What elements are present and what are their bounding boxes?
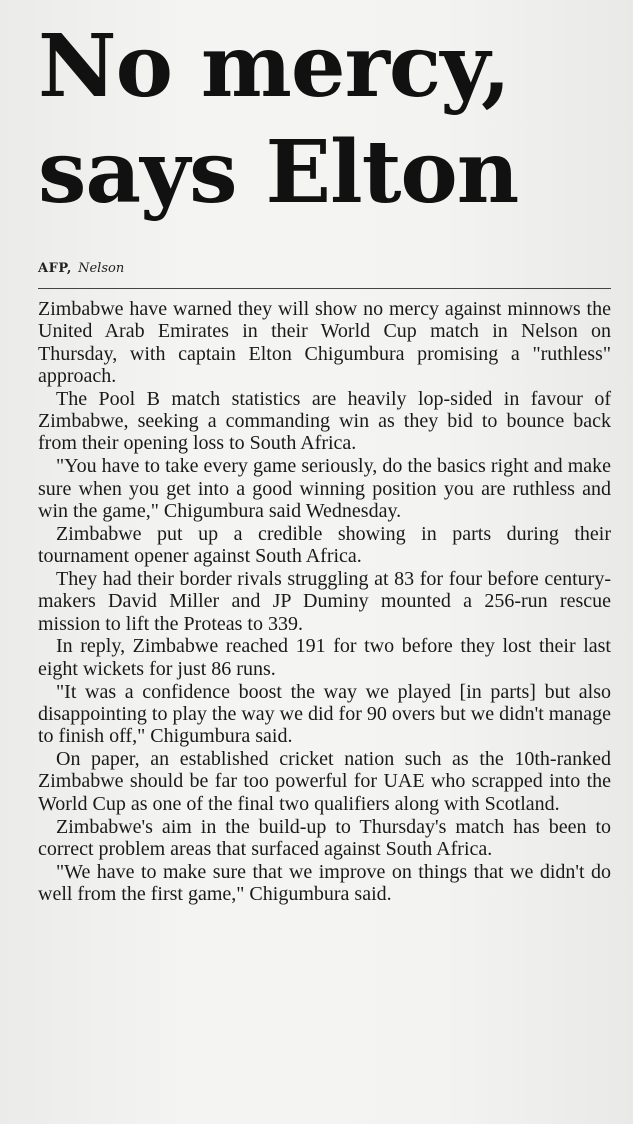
paragraph-10: "We have to make sure that we improve on things that we didn't do well from the first game," Chigumbura said.	[38, 860, 611, 906]
headline-line-2: says Elton	[38, 122, 519, 223]
paragraph-2: The Pool B match statistics are heavily lop-sided in favour of Zimbabwe, seeking a commanding win as they bid to bounce back from their opening loss to South Africa.	[38, 387, 611, 455]
paragraph-5: They had their border rivals struggling at 83 for four before century-makers David Miller and JP Duminy mounted a 256-run rescue mission to lift the Proteas to 339.	[38, 567, 611, 635]
headline-line-1: No mercy,	[38, 16, 510, 117]
byline-agency: AFP,	[38, 261, 72, 276]
paragraph-7: "It was a confidence boost the way we played [in parts] but also disappointing to play the way we did for 90 overs but we didn't manage to finish off," Chigumbura said.	[38, 680, 611, 748]
paragraph-3: "You have to take every game seriously, do the basics right and make sure when you get into a good winning position you are ruthless and win the game," Chigumbura said Wednesday.	[38, 455, 611, 522]
paragraph-8: On paper, an established cricket nation such as the 10th-ranked Zimbabwe should be far too powerful for UAE who scrapped into the World Cup as one of the final two qualifiers along with Scotland.	[38, 748, 611, 815]
paragraph-4: Zimbabwe put up a credible showing in parts during their tournament opener against South Africa.	[38, 522, 611, 568]
paragraph-6: In reply, Zimbabwe reached 191 for two before they lost their last eight wickets for just 86 runs.	[38, 635, 611, 680]
article-body	[38, 298, 611, 905]
paragraph-9: Zimbabwe's aim in the build-up to Thursday's match has been to correct problem areas that surfaced against South Africa.	[38, 815, 611, 860]
headline	[38, 14, 611, 226]
byline	[38, 258, 611, 280]
byline-place: Nelson	[78, 261, 125, 276]
byline-divider	[38, 288, 611, 289]
paragraph-1: Zimbabwe have warned they will show no mercy against minnows the United Arab Emirates in their World Cup match in Nelson on Thursday, with captain Elton Chigumbura promising a "ruthless" approach.	[38, 298, 611, 387]
